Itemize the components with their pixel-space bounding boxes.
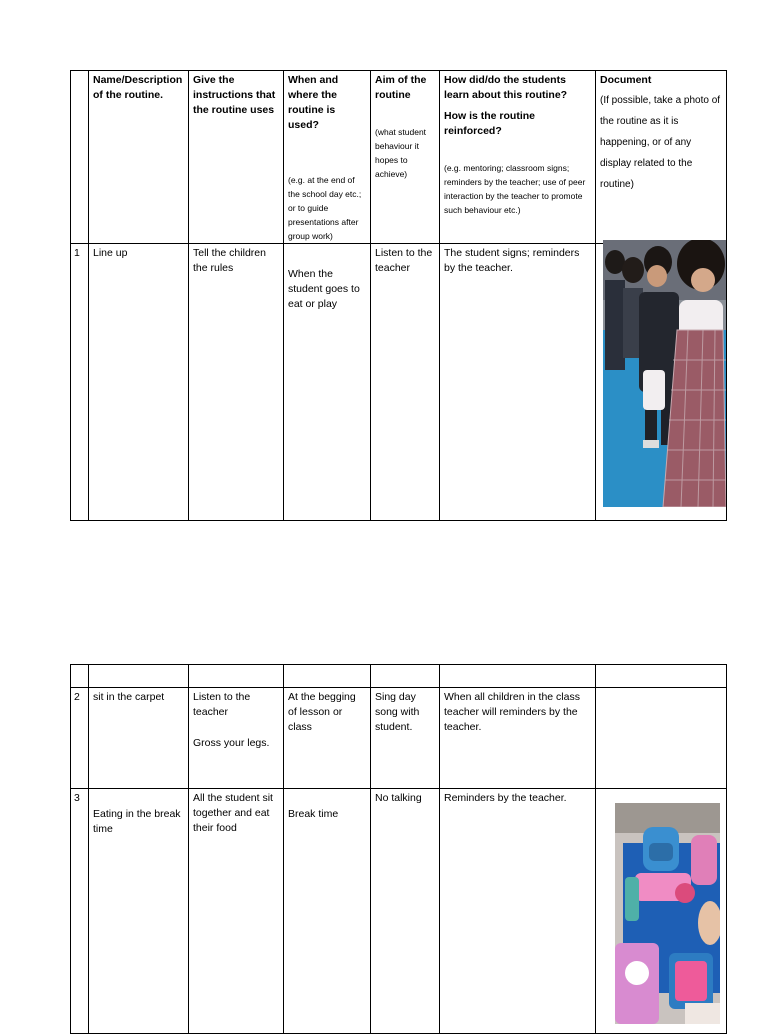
- header-instructions: Give the instructions that the routine uses: [189, 71, 284, 244]
- header-num-cell: [71, 71, 89, 244]
- line-up-photo: [603, 240, 726, 507]
- empty-cell: [371, 665, 440, 688]
- empty-cell: [596, 665, 727, 688]
- header-how-note: (e.g. mentoring; classroom signs; reminders by the teacher; use of peer interaction by the teacher to promote such behaviour etc.): [444, 163, 586, 215]
- row-name: Line up: [89, 244, 189, 521]
- header-aim: [371, 71, 440, 244]
- row-when-text: When the student goes to eat or play: [288, 268, 360, 310]
- row-name: [89, 789, 189, 1034]
- empty-cell: [284, 665, 371, 688]
- header-how-sub: How is the routine reinforced?: [444, 110, 536, 137]
- row-number: 2: [71, 688, 89, 789]
- header-when-title: When and where the routine is used?: [288, 74, 339, 131]
- table-row: [71, 688, 727, 789]
- row-aim: Sing day song with student.: [371, 688, 440, 789]
- row-instructions-text: Listen to the teacher: [193, 691, 251, 718]
- row-when-text: Break time: [288, 808, 339, 820]
- header-how-title: How did/do the students learn about this routine?: [444, 74, 568, 101]
- empty-cell: [189, 665, 284, 688]
- row-number: 1: [71, 244, 89, 521]
- row-instructions: [189, 688, 284, 789]
- row-when: [284, 244, 371, 521]
- header-document: [596, 71, 727, 244]
- row-when: At the begging of lesson or class: [284, 688, 371, 789]
- header-when: [284, 71, 371, 244]
- eating-photo: [615, 803, 720, 1024]
- empty-header-row: [71, 665, 727, 688]
- row-aim: No talking: [371, 789, 440, 1034]
- header-row: [71, 71, 727, 244]
- empty-cell: [71, 665, 89, 688]
- header-name: Name/Description of the routine.: [89, 71, 189, 244]
- row-instructions: All the student sit together and eat their food: [189, 789, 284, 1034]
- row-instructions-text-2: Gross your legs.: [193, 737, 270, 749]
- row-how: The student signs; reminders by the teacher.: [440, 244, 596, 521]
- row-how: When all children in the class teacher will reminders by the teacher.: [440, 688, 596, 789]
- row-name-text: Eating in the break time: [93, 808, 181, 835]
- empty-cell: [89, 665, 189, 688]
- header-document-title: Document: [600, 74, 652, 86]
- row-number: 3: [71, 789, 89, 1034]
- header-aim-title: Aim of the routine: [375, 74, 427, 101]
- row-document: [596, 688, 727, 789]
- header-aim-note: (what student behaviour it hopes to achieve): [375, 127, 427, 179]
- row-instructions: Tell the children the rules: [189, 244, 284, 521]
- header-document-note: (If possible, take a photo of the routine as it is happening, or of any display related to the routine): [600, 95, 721, 190]
- header-how: [440, 71, 596, 244]
- row-name: sit in the carpet: [89, 688, 189, 789]
- empty-cell: [440, 665, 596, 688]
- row-aim: Listen to the teacher: [371, 244, 440, 521]
- row-how: Reminders by the teacher.: [440, 789, 596, 1034]
- header-when-note: (e.g. at the end of the school day etc.; or to guide presentations after group work): [288, 175, 362, 241]
- row-when: [284, 789, 371, 1034]
